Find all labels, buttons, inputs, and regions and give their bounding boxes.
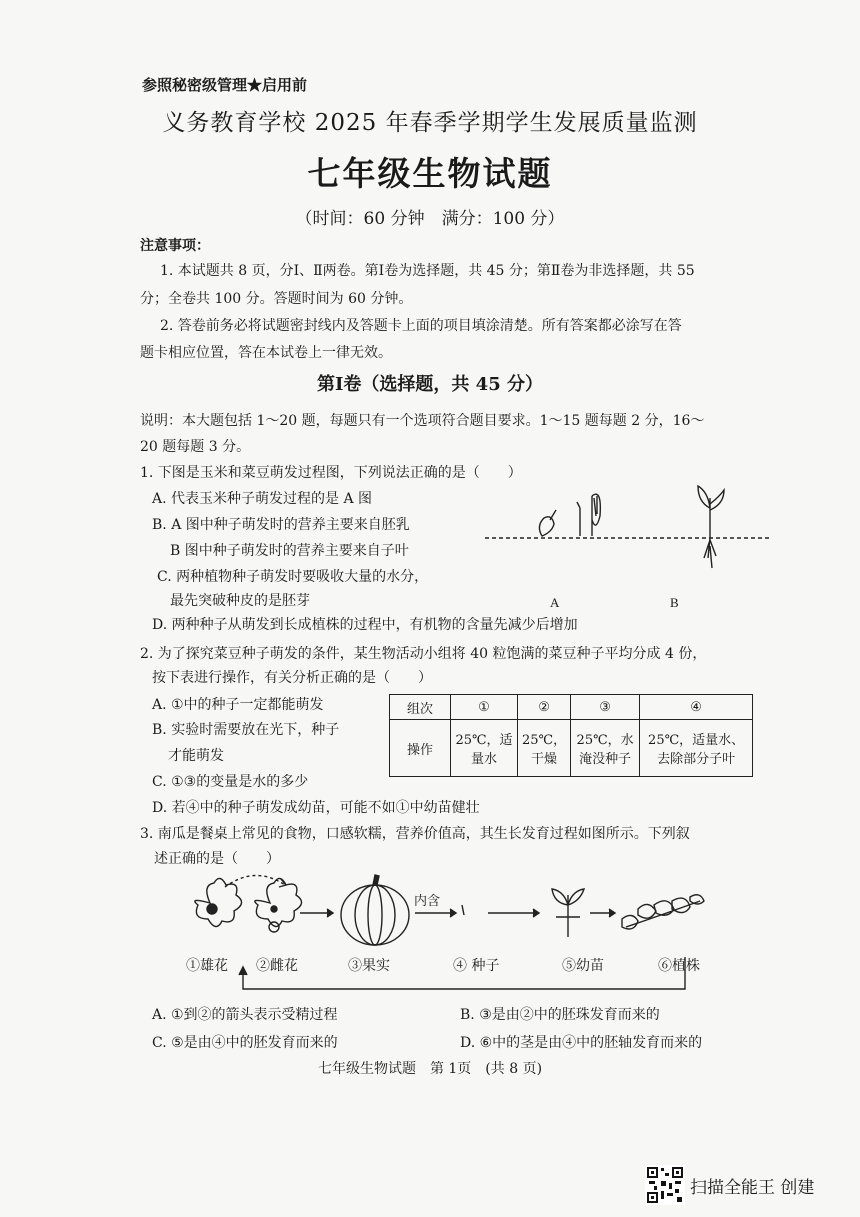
table-header-row (390, 695, 753, 720)
table-row (390, 720, 753, 777)
page-title: 七年级生物试题 (307, 154, 553, 193)
q2-stem-line-1: 2. 为了探究菜豆种子萌发的条件，某生物活动小组将 40 粒饱满的菜豆种子平均分成 4 份， (140, 646, 707, 662)
seedling-icon (552, 889, 584, 937)
q3-option-a: A. ①到②的箭头表示受精过程 (152, 1007, 338, 1023)
table-cell-1: 25℃，适 量水 (451, 720, 518, 777)
q1-option-b-line-2: B 图中种子萌发时的营养主要来自子叶 (170, 543, 409, 559)
q2-stem-line-2: 按下表进行操作，有关分析正确的是（ ） (152, 670, 432, 686)
q2-option-a: A. ①中的种子一定都能萌发 (152, 697, 324, 713)
table-cell-2: 25℃， 干燥 (518, 720, 571, 777)
table-header-4: ④ (640, 695, 753, 720)
q3-stem-line-1: 3. 南瓜是餐桌上常见的食物，口感软糯，营养价值高，其生长发育过程如图所示。下列叙 (140, 826, 690, 842)
q2-option-b-line-2: 才能萌发 (168, 748, 224, 764)
section-1-desc-line-2: 20 题每题 3 分。 (140, 439, 251, 455)
q3-option-d: D. ⑥中的茎是由④中的胚轴发育而来的 (460, 1035, 703, 1051)
q3-option-c: C. ⑤是由④中的胚发育而来的 (152, 1035, 338, 1051)
lifecycle-label-female-flower: ②雌花 (256, 958, 298, 974)
note-2-line-1: 2. 答卷前务必将试题密封线内及答题卡上面的项目填涂清楚。所有答案都必涂写在答 (160, 318, 682, 334)
figure-label-a: A (550, 595, 560, 610)
q2-option-b-line-1: B. 实验时需要放在光下，种子 (152, 722, 340, 738)
q3-option-b: B. ③是由②中的胚珠发育而来的 (460, 1007, 660, 1023)
table-cell-3: 25℃，水 淹没种子 (571, 720, 640, 777)
bean-seedling-icon (698, 486, 724, 568)
corn-stages-icon (539, 494, 600, 536)
q2-experiment-table (389, 694, 753, 777)
lifecycle-label-fruit: ③果实 (348, 958, 390, 974)
section-1-title: 第Ⅰ卷（选择题，共 45 分） (316, 374, 543, 395)
male-flower-icon (195, 878, 242, 926)
note-1-line-1: 1. 本试题共 8 页，分Ⅰ、Ⅱ两卷。第Ⅰ卷为选择题，共 45 分；第Ⅱ卷为非选择题，共 55 (160, 263, 695, 279)
qr-code-icon (645, 1165, 685, 1205)
lifecycle-label-seedling: ⑤幼苗 (562, 958, 604, 974)
q1-option-d: D. 两种种子从萌发到长成植株的过程中，有机物的含量先减少后增加 (152, 617, 578, 633)
exam-info: （时间：60 分钟 满分：100 分） (295, 209, 565, 229)
q3-stem-line-2: 述正确的是（ ） (154, 851, 280, 867)
school-line: 义务教育学校 2025 年春季学期学生发展质量监测 (162, 110, 698, 136)
lifecycle-label-plant: ⑥植株 (658, 958, 700, 974)
lifecycle-label-male-flower: ①雄花 (186, 958, 228, 974)
section-1-desc-line-1: 说明：本大题包括 1～20 题，每题只有一个选项符合题目要求。1～15 题每题 2 分，16～ (140, 413, 705, 429)
figure-label-b: B (670, 595, 679, 610)
lifecycle-label-seed: ④ 种子 (453, 958, 500, 974)
q1-option-a: A. 代表玉米种子萌发过程的是 A 图 (152, 491, 373, 507)
pumpkin-lifecycle-figure (170, 865, 730, 1000)
germination-figure (480, 480, 780, 615)
q1-option-c-line-2: 最先突破种皮的是胚芽 (170, 593, 310, 609)
page-footer: 七年级生物试题 第 1页 (共 8 页) (317, 1061, 543, 1077)
plant-icon (622, 895, 704, 929)
q1-option-c-line-1: C. 两种植物种子萌发时要吸收大量的水分， (157, 569, 429, 585)
note-1-line-2: 分；全卷共 100 分。答题时间为 60 分钟。 (140, 291, 413, 307)
q2-option-d: D. 若④中的种子萌发成幼苗，可能不如①中幼苗健壮 (152, 800, 480, 816)
scanner-watermark-text: 扫描全能王 创建 (690, 1178, 815, 1198)
table-header-label: 组次 (390, 695, 451, 720)
pumpkin-arrow-label: 内含 (414, 893, 441, 908)
notes-heading: 注意事项： (140, 238, 210, 254)
table-header-1: ① (451, 695, 518, 720)
table-header-2: ② (518, 695, 571, 720)
q1-stem: 1. 下图是玉米和菜豆萌发过程图，下列说法正确的是（ ） (140, 465, 522, 481)
table-header-3: ③ (571, 695, 640, 720)
pumpkin-icon (341, 875, 409, 945)
note-2-line-2: 题卡相应位置，答在本试卷上一律无效。 (140, 345, 392, 361)
table-row-label: 操作 (390, 720, 451, 777)
secret-level-label: 参照秘密级管理★启用前 (142, 76, 308, 94)
female-flower-icon (255, 878, 302, 932)
q2-option-c: C. ①③的变量是水的多少 (152, 774, 309, 790)
q1-option-b-line-1: B. A 图中种子萌发时的营养主要来自胚乳 (152, 517, 410, 533)
table-cell-4: 25℃，适量水、 去除部分子叶 (640, 720, 753, 777)
